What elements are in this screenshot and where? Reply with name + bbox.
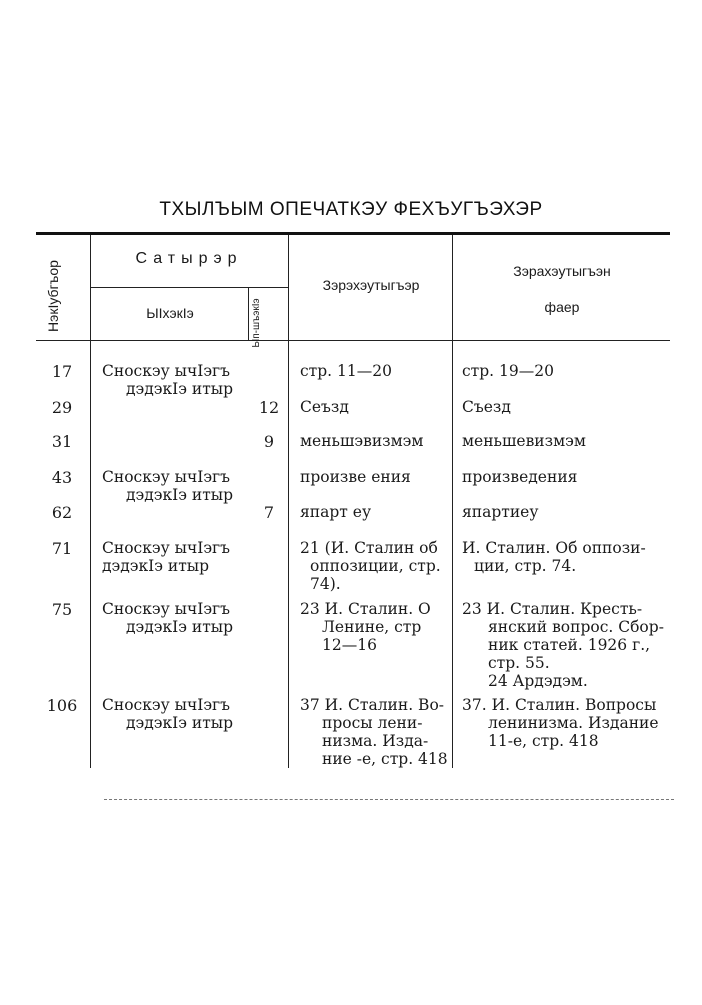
header-page: НэкІубгъор	[45, 260, 61, 332]
header-lines: Сатырэр	[135, 250, 243, 267]
header-divider	[248, 287, 249, 340]
read-cell	[462, 398, 670, 416]
header-read-line2: фаер	[544, 299, 580, 315]
printed-line: 23 И. Сталин. О	[300, 600, 431, 618]
where-line: Сноскэу ычІэгъ	[102, 539, 230, 557]
printed-line: Ленине, стр	[322, 618, 422, 636]
read-cell	[462, 432, 670, 450]
read-line: стр. 19—20	[462, 362, 554, 380]
read-cell	[462, 503, 670, 521]
read-line: ции, стр. 74.	[474, 557, 577, 575]
where-cell	[102, 696, 242, 732]
read-line: 23 И. Сталин. Кресть-	[462, 600, 643, 618]
printed-line: ние -е, стр. 418	[322, 750, 448, 768]
printed-cell	[300, 600, 452, 654]
printed-line: 74).	[310, 575, 341, 593]
page-number: 71	[51, 539, 73, 558]
where-cell	[102, 539, 242, 575]
printed-line: низма. Изда-	[322, 732, 429, 750]
header-divider	[452, 235, 453, 340]
where-line: дэдэкІэ итыр	[126, 714, 234, 732]
read-line: Съезд	[462, 398, 511, 416]
where-line: Сноскэу ычІэгъ	[102, 468, 230, 486]
printed-cell	[300, 398, 452, 416]
read-cell	[462, 362, 670, 380]
printed-cell	[300, 468, 452, 486]
page-number: 75	[51, 600, 73, 619]
where-line: Сноскэу ычІэгъ	[102, 696, 230, 714]
column-divider	[452, 341, 453, 768]
read-line: янский вопрос. Сбор-	[488, 618, 664, 636]
where-line: Сноскэу ычІэгъ	[102, 600, 230, 618]
printed-line: оппозиции, стр.	[310, 557, 441, 575]
printed-cell	[300, 696, 452, 768]
read-cell	[462, 600, 670, 690]
read-line: И. Сталин. Об оппози-	[462, 539, 646, 557]
printed-line: произве ения	[300, 468, 411, 486]
header-line-no: Ып-шъэкІэ	[251, 298, 262, 348]
printed-line: стр. 11—20	[300, 362, 392, 380]
read-line: 11-е, стр. 418	[488, 732, 599, 750]
page-number: 43	[51, 468, 73, 487]
header-subdivider	[90, 287, 288, 288]
where-cell	[102, 600, 242, 636]
read-line: стр. 55.	[488, 654, 550, 672]
page-number: 29	[51, 398, 73, 417]
read-line: 24 Ардэдэм.	[488, 672, 588, 690]
read-cell	[462, 539, 670, 575]
header-printed: Зэрэхэутыгъэр	[322, 277, 420, 293]
page-number: 106	[46, 696, 78, 715]
printed-cell	[300, 503, 452, 521]
read-line: япартиеу	[462, 503, 539, 521]
read-line: произведения	[462, 468, 578, 486]
table-top-rule	[36, 232, 670, 235]
page-number: 17	[51, 362, 73, 381]
read-line: ник статей. 1926 г.,	[488, 636, 651, 654]
printed-cell	[300, 432, 452, 450]
footer-rule	[104, 799, 674, 800]
printed-line: Сеъзд	[300, 398, 349, 416]
line-number: 7	[263, 503, 275, 522]
where-line: дэдэкІэ итыр	[126, 486, 234, 504]
page-number: 62	[51, 503, 73, 522]
read-line: меньшевизмэм	[462, 432, 586, 450]
printed-cell	[300, 539, 452, 593]
where-line: дэдэкІэ итыр	[102, 557, 210, 575]
where-cell	[102, 362, 242, 398]
printed-cell	[300, 362, 452, 380]
printed-line: меньшэвизмэм	[300, 432, 424, 450]
printed-line: просы лени-	[322, 714, 423, 732]
read-line: ленинизма. Издание	[488, 714, 659, 732]
where-line: Сноскэу ычІэгъ	[102, 362, 230, 380]
printed-line: япарт еу	[300, 503, 372, 521]
where-cell	[102, 468, 242, 504]
read-cell	[462, 468, 670, 486]
where-line: дэдэкІэ итыр	[126, 380, 234, 398]
column-divider	[288, 341, 289, 768]
printed-line: 37 И. Сталин. Во-	[300, 696, 445, 714]
header-divider	[288, 235, 289, 340]
where-line: дэдэкІэ итыр	[126, 618, 234, 636]
page-title: ТХЫЛЪЫМ ОПЕЧАТКЭУ ФЕХЪУГЪЭХЭР	[159, 199, 543, 220]
line-number: 12	[258, 398, 280, 417]
line-number: 9	[263, 432, 275, 451]
header-read-line1: Зэрахэутыгъэн	[513, 263, 611, 279]
header-where: ЫІхэкІэ	[146, 305, 194, 321]
column-divider	[90, 341, 91, 768]
printed-line: 21 (И. Сталин об	[300, 539, 438, 557]
read-line: 37. И. Сталин. Вопросы	[462, 696, 657, 714]
read-cell	[462, 696, 670, 750]
header-bottom-rule	[36, 340, 670, 341]
printed-line: 12—16	[322, 636, 377, 654]
page-number: 31	[51, 432, 73, 451]
